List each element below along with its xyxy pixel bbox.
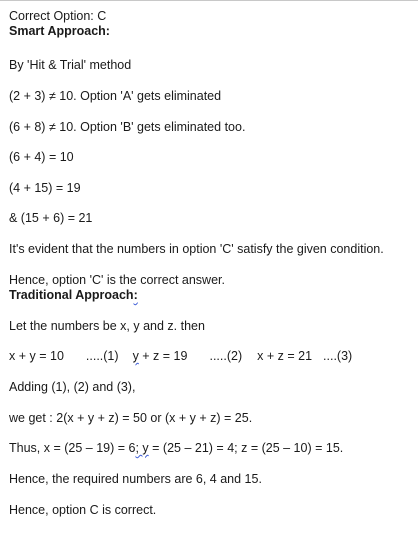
equations-row <box>9 349 352 364</box>
thus-separator: ; <box>135 441 143 455</box>
correct-option-text: Correct Option: C <box>9 9 107 23</box>
equation-1: x + y = 10 <box>9 349 64 363</box>
equation-2-variable: y <box>132 349 139 363</box>
check-equation-2: (4 + 15) = 19 <box>9 181 81 195</box>
option-a-elimination: (2 + 3) ≠ 10. Option 'A' gets eliminated <box>9 89 222 103</box>
required-numbers: Hence, the required numbers are 6, 4 and 15. <box>9 472 262 486</box>
hit-trial-method: By 'Hit & Trial' method <box>9 58 132 72</box>
final-conclusion: Hence, option C is correct. <box>9 503 157 517</box>
adding-statement: Adding (1), (2) and (3), <box>9 380 136 394</box>
check-equation-3: & (15 + 6) = 21 <box>9 211 93 225</box>
sum-statement: we get : 2(x + y + z) = 50 or (x + y + z) = 25. <box>9 411 253 425</box>
let-statement: Let the numbers be x, y and z. then <box>9 319 205 333</box>
thus-y-variable: y <box>142 441 149 455</box>
option-b-elimination: (6 + 8) ≠ 10. Option 'B' gets eliminated too. <box>9 120 246 134</box>
traditional-title-colon: : <box>133 288 138 302</box>
equation-2-tag: .....(2) <box>209 349 243 363</box>
thus-x-value: Thus, x = (25 – 19) = 6 <box>9 441 136 455</box>
evident-statement: It's evident that the numbers in option 'C' satisfy the given condition. <box>9 242 384 256</box>
equation-2: + z = 19 <box>138 349 188 363</box>
equation-1-tag: .....(1) <box>85 349 119 363</box>
check-equation-1: (6 + 4) = 10 <box>9 150 74 164</box>
thus-y-z-values: = (25 – 21) = 4; z = (25 – 10) = 15. <box>148 441 344 455</box>
thus-statement <box>9 441 343 456</box>
smart-conclusion: Hence, option 'C' is the correct answer. <box>9 273 225 287</box>
equation-3: x + z = 21 <box>257 349 313 363</box>
traditional-approach-heading <box>9 288 138 303</box>
equation-3-tag: ....(3) <box>323 349 353 363</box>
traditional-title-text: Traditional Approach <box>9 288 134 302</box>
smart-approach-heading: Smart Approach: <box>9 24 110 38</box>
